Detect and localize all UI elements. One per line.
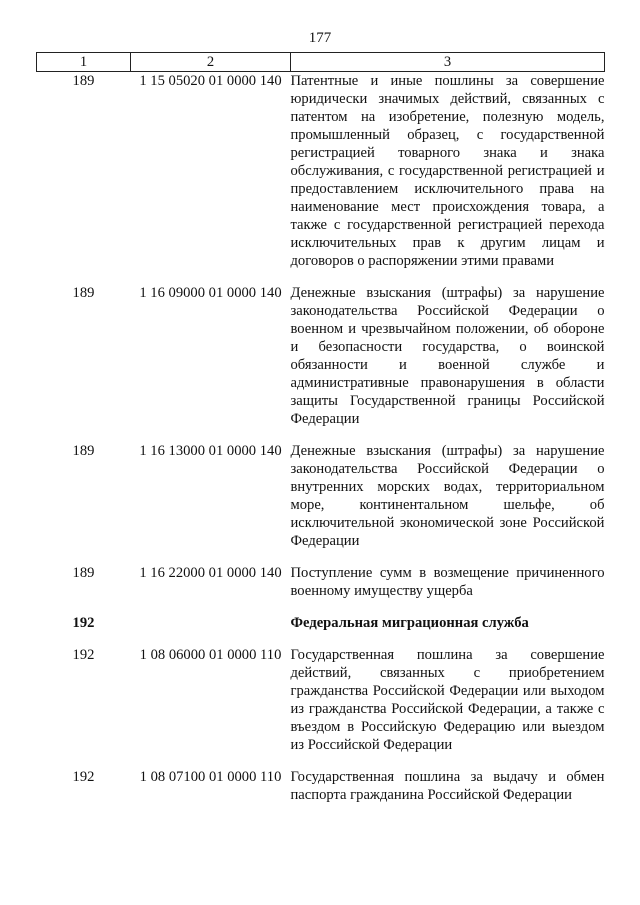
description-cell: Государственная пошлина за совершение действий, связанных с приобретением гражданства Российской Федерации или выходом из гражданства Российской Федерации, а также с въездом в Российскую Федерацию или выездом из Российской Федерации <box>290 647 605 753</box>
admin-code-cell: 192 <box>72 769 95 785</box>
admin-code-cell: 189 <box>72 565 95 581</box>
table-row <box>37 564 605 614</box>
description-cell: Патентные и иные пошлины за совершение юридически значимых действий, связанных с патентом на изобретение, полезную модель, промышленный образец, с государственной регистрацией товарного знака и знака обслуживания, с государственной регистрацией и предоставлением исключительного права на наименование мест происхождения товара, а также с государственной регистрацией перехода исключительных прав к другим лицам и договоров о распоряжении этими правами <box>290 73 605 269</box>
revenue-codes-table <box>36 52 605 818</box>
description-cell: Денежные взыскания (штрафы) за нарушение законодательства Российской Федерации о военном и чрезвычайном положении, об обороне и безопасности государства, о воинской обязанности и военной службе и административные правонарушения в области защиты Государственной границы Российской Федерации <box>290 285 605 427</box>
admin-code-cell: 189 <box>72 443 95 459</box>
budget-code-cell: 1 15 05020 01 0000 140 <box>139 73 282 89</box>
admin-code-cell: 192 <box>72 647 95 663</box>
description-cell: Денежные взыскания (штрафы) за нарушение законодательства Российской Федерации о внутренних морских водах, территориальном море, континентальном шельфе, об исключительной экономической зоне Российской Федерации <box>290 443 605 549</box>
table-row <box>37 614 605 646</box>
table-row <box>37 646 605 768</box>
budget-code-cell: 1 16 22000 01 0000 140 <box>139 565 282 581</box>
table-row <box>37 442 605 564</box>
budget-code-cell: 1 16 13000 01 0000 140 <box>139 443 282 459</box>
page-number: 177 <box>308 30 332 46</box>
admin-code-cell: 189 <box>72 73 95 89</box>
admin-code-cell: 189 <box>72 285 95 301</box>
description-cell: Федеральная миграционная служба <box>290 615 529 631</box>
admin-code-cell: 192 <box>72 615 95 631</box>
description-cell: Государственная пошлина за выдачу и обмен паспорта гражданина Российской Федерации <box>290 769 605 803</box>
table-row <box>37 72 605 285</box>
table-header <box>37 53 605 72</box>
budget-code-cell: 1 16 09000 01 0000 140 <box>139 285 282 301</box>
budget-code-cell <box>131 614 291 646</box>
description-cell: Поступление сумм в возмещение причиненного военному имуществу ущерба <box>290 565 605 599</box>
header-col-3: 3 <box>291 53 605 72</box>
budget-code-cell: 1 08 06000 01 0000 110 <box>139 647 282 663</box>
budget-code-cell: 1 08 07100 01 0000 110 <box>139 769 282 785</box>
table-row <box>37 284 605 442</box>
table-row <box>37 768 605 818</box>
header-col-1: 1 <box>37 53 131 72</box>
header-col-2: 2 <box>131 53 291 72</box>
table-body <box>37 72 605 819</box>
